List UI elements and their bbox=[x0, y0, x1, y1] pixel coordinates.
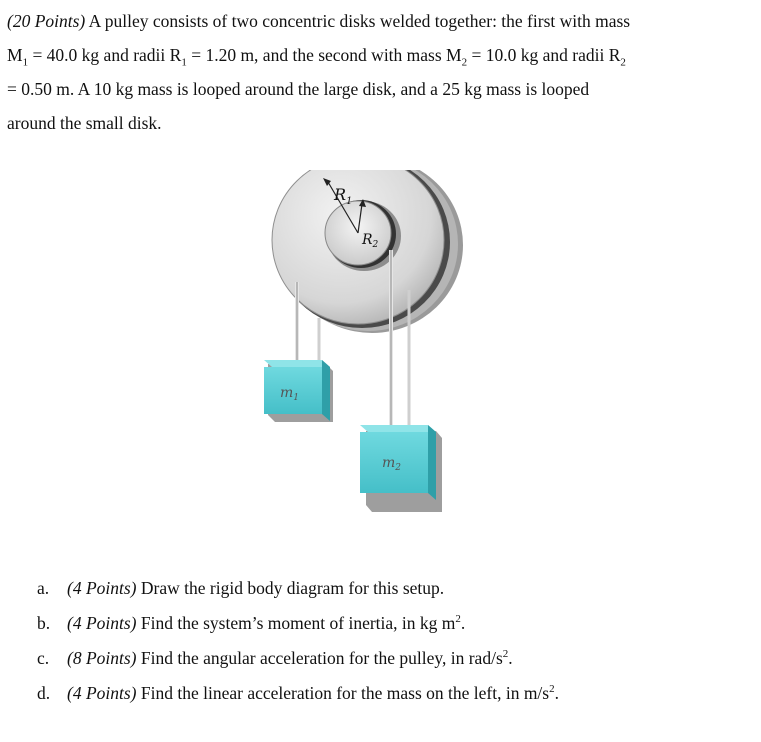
question-text: Find the linear acceleration for the mass on the left, in m/s bbox=[136, 683, 550, 703]
block-m2-top bbox=[360, 425, 436, 432]
radius1-subscript: 1 bbox=[181, 56, 187, 69]
question-exponent: 2 bbox=[502, 648, 509, 661]
question-letter: d. bbox=[37, 683, 51, 703]
question-exponent: 2 bbox=[549, 683, 555, 696]
question-points: (8 Points) bbox=[67, 648, 137, 668]
mass2-value: = 10.0 kg and radii R bbox=[467, 45, 621, 65]
question-points: (4 Points) bbox=[67, 613, 137, 633]
question-points: (4 Points) bbox=[67, 683, 137, 703]
question-item bbox=[37, 571, 559, 606]
radius2-subscript: 2 bbox=[620, 56, 626, 69]
mass1-subscript: 1 bbox=[22, 56, 29, 69]
block-m2-side bbox=[428, 425, 436, 500]
radius1-value: = 1.20 m, and the second with mass M bbox=[186, 45, 462, 65]
pulley-figure bbox=[230, 170, 500, 530]
question-end: . bbox=[460, 613, 466, 633]
problem-line-2 bbox=[7, 38, 752, 72]
question-letter: b. bbox=[37, 613, 51, 633]
problem-points: (20 Points) bbox=[7, 11, 86, 31]
question-exponent: 2 bbox=[455, 613, 461, 626]
question-item bbox=[37, 641, 559, 676]
question-text: Find the system’s moment of inertia, in kg m bbox=[136, 613, 456, 633]
block-m2 bbox=[360, 425, 442, 512]
problem-line-3: = 0.50 m. A 10 kg mass is looped around the large disk, and a 25 kg mass is looped bbox=[7, 79, 590, 99]
question-list bbox=[37, 571, 559, 711]
question-letter: c. bbox=[37, 648, 50, 668]
question-end: . bbox=[554, 683, 559, 703]
question-text: Find the angular acceleration for the pulley, in rad/s bbox=[136, 648, 503, 668]
mass2-subscript: 2 bbox=[461, 56, 468, 69]
block-m1-label: $m_1$ bbox=[280, 385, 300, 403]
question-letter: a. bbox=[37, 578, 50, 598]
mass1-symbol: M bbox=[7, 45, 23, 65]
question-points: (4 Points) bbox=[67, 578, 137, 598]
question-item bbox=[37, 606, 559, 641]
block-m1-side bbox=[322, 360, 330, 421]
problem-statement bbox=[7, 4, 752, 140]
question-text: Draw the rigid body diagram for this setup. bbox=[136, 578, 445, 598]
question-item bbox=[37, 676, 559, 711]
block-m1-top bbox=[264, 360, 330, 367]
problem-text-1: A pulley consists of two concentric disks welded together: the first with mass bbox=[85, 11, 631, 31]
radius2-label: $R_2$ bbox=[362, 232, 379, 250]
mass1-value: = 40.0 kg and radii R bbox=[28, 45, 182, 65]
block-m2-label: $m_2$ bbox=[382, 455, 402, 473]
problem-line-4: around the small disk. bbox=[7, 113, 162, 133]
radius1-label: $R_1$ bbox=[334, 185, 353, 207]
problem-line-1 bbox=[7, 4, 752, 38]
block-m1 bbox=[264, 360, 333, 422]
question-end: . bbox=[508, 648, 513, 668]
